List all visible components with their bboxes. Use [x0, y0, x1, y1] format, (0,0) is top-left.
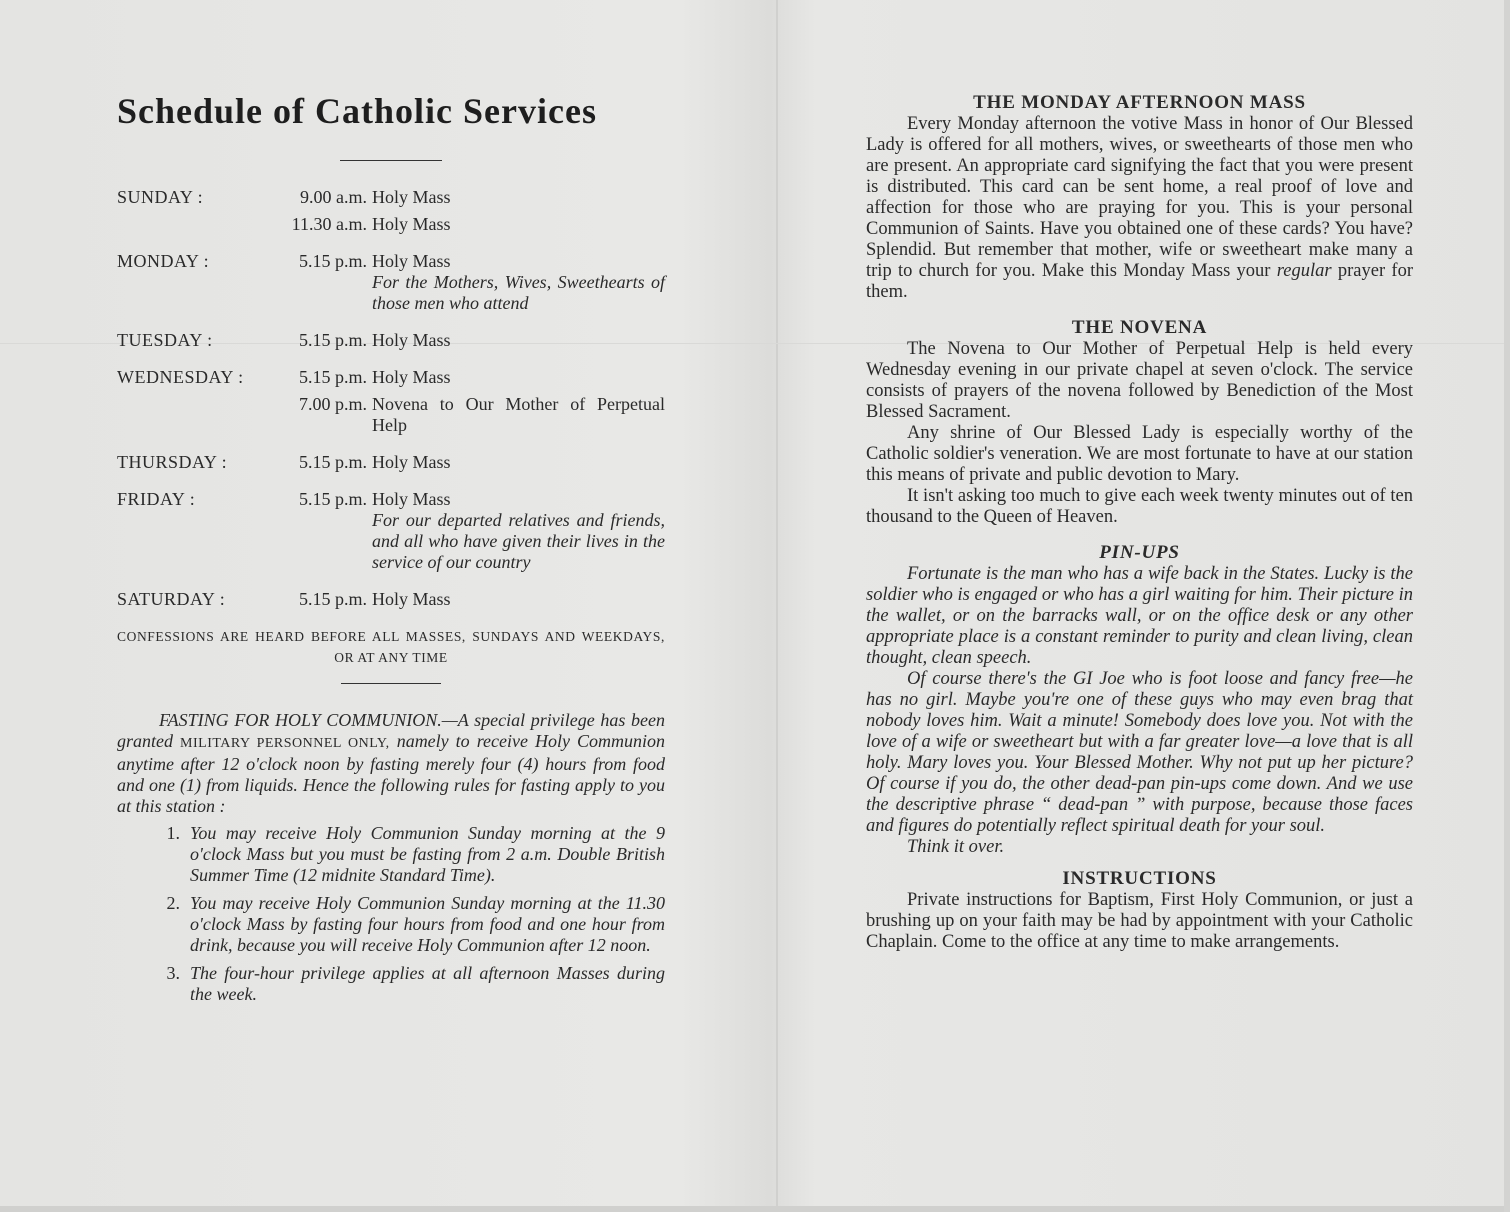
- schedule-row-monday: [117, 251, 665, 314]
- service-time: 5.15 p.m.: [298, 330, 367, 350]
- section-heading: INSTRUCTIONS: [1062, 868, 1217, 889]
- section-paragraph: Private instructions for Baptism, First Holy Communion, or just a brushing up on your faith may be had by appointment with your Catholic Chaplain. Come to the office at any time to make arrangements.: [866, 890, 1413, 952]
- right-page: [866, 92, 1413, 967]
- left-page: [117, 86, 665, 1012]
- military-personnel: MILITARY PERSONNEL ONLY,: [180, 736, 390, 751]
- section-paragraph: It isn't asking too much to give each week twenty minutes out of ten thousand to the Queen of Heaven.: [866, 486, 1413, 527]
- schedule-row-wednesday: [117, 367, 665, 436]
- bottom-edge: [0, 1206, 1510, 1212]
- service-name: Holy Mass: [372, 452, 451, 472]
- service-note: For the Mothers, Wives, Sweethearts of those men who attend: [372, 272, 665, 313]
- service-time: 9.00 a.m.: [300, 187, 367, 207]
- paragraph-text: Every Monday afternoon the votive Mass in honor of Our Blessed Lady is offered for all mothers, wives, or sweethearts of those men who are present. An appropriate card signifying the fact that you were present is distributed. This card can be sent home, a real proof of love and affection for those who are praying for you. This is your personal Communion of Saints. Have you obtained one of these cards? You have? Splendid. But remember that mother, wife or sweetheart make many a trip to church for you. Make this Monday Mass your: [866, 114, 1413, 281]
- day-label: MONDAY :: [117, 251, 210, 271]
- section-heading: THE NOVENA: [1071, 317, 1208, 338]
- schedule-row-sunday: [117, 187, 665, 235]
- schedule-row-friday: [117, 489, 665, 573]
- section-paragraph: Fortunate is the man who has a wife back in the States. Lucky is the soldier who is engaged or who has a girl waiting for him. Their picture in the wallet, or on the barracks wall, or on the office desk or any other appropriate place is a constant reminder to purity and clean living, clean thought, clean speech.: [866, 564, 1413, 668]
- service-time: 11.30 a.m.: [291, 214, 367, 234]
- day-label: FRIDAY :: [117, 489, 196, 509]
- paragraph-text-end: prayer for them.: [866, 261, 1413, 302]
- service-note: For our departed relatives and friends, and all who have given their lives in the service of our country: [372, 510, 665, 572]
- service-name: Holy Mass: [372, 489, 451, 509]
- schedule-row-tuesday: [117, 330, 665, 351]
- list-item: [117, 963, 665, 1005]
- fasting-text-1: FASTING FOR HOLY COMMUNION.—A special privilege has been granted: [117, 710, 665, 751]
- rule-text: You may receive Holy Communion Sunday morning at the 11.30 o'clock Mass by fasting four hours from food and one hour from drink, because you will receive Holy Communion after 12 noon.: [190, 893, 665, 955]
- service-name: Holy Mass: [372, 251, 451, 271]
- service-name: Holy Mass: [372, 589, 451, 609]
- confessions-notice: CONFESSIONS ARE HEARD BEFORE ALL MASSES, SUNDAYS AND WEEKDAYS, OR AT ANY TIME: [117, 629, 665, 665]
- center-fold: [776, 0, 778, 1212]
- service-name: Holy Mass: [372, 214, 451, 234]
- fasting-text-2: namely to receive Holy Communion anytime after 12 o'clock noon by fasting merely four (4) hours from food and one (1) from liquids. Hence the following rules for fasting apply to you at this station :: [117, 731, 666, 816]
- section-paragraph: [866, 114, 1413, 303]
- novena-section: [866, 317, 1413, 528]
- section-paragraph: Think it over.: [907, 837, 1005, 857]
- page-title: Schedule of Catholic Services: [117, 91, 597, 131]
- service-time: 7.00 p.m.: [298, 394, 367, 414]
- service-name: Holy Mass: [372, 187, 451, 207]
- service-name: Novena to Our Mother of Perpetual Help: [372, 394, 665, 435]
- service-time: 5.15 p.m.: [298, 367, 367, 387]
- section-divider: [341, 683, 441, 684]
- schedule-row-thursday: [117, 452, 665, 473]
- section-paragraph: The Novena to Our Mother of Perpetual Help is held every Wednesday evening in our private chapel at seven o'clock. The service consists of prayers of the novena followed by Benediction of the Most Blessed Sacrament.: [866, 339, 1413, 422]
- service-name: Holy Mass: [372, 330, 451, 350]
- service-time: 5.15 p.m.: [298, 251, 367, 271]
- instructions-section: [866, 868, 1413, 953]
- rule-number: 2.: [166, 893, 180, 913]
- fasting-paragraph: [117, 710, 665, 817]
- list-item: [117, 823, 665, 886]
- service-time: 5.15 p.m.: [298, 452, 367, 472]
- section-paragraph: Any shrine of Our Blessed Lady is especially worthy of the Catholic soldier's veneration. We are most fortunate to have at our station this means of private and public devotion to Mary.: [866, 423, 1413, 485]
- services-schedule: [117, 187, 665, 610]
- day-label: WEDNESDAY :: [117, 367, 244, 387]
- service-time: 5.15 p.m.: [298, 589, 367, 609]
- section-heading: THE MONDAY AFTERNOON MASS: [973, 92, 1306, 113]
- rule-text: The four-hour privilege applies at all afternoon Masses during the week.: [190, 963, 665, 1004]
- day-label: SATURDAY :: [117, 589, 226, 609]
- title-divider: [340, 160, 442, 161]
- fasting-rules-list: [117, 823, 665, 1005]
- rule-text: You may receive Holy Communion Sunday morning at the 9 o'clock Mass but you must be fasting from 2 a.m. Double British Summer Time (12 midnite Standard Time).: [190, 823, 665, 885]
- day-label: THURSDAY :: [117, 452, 228, 472]
- rule-number: 3.: [166, 963, 180, 983]
- day-label: TUESDAY :: [117, 330, 213, 350]
- day-label: SUNDAY :: [117, 187, 204, 207]
- section-heading: PIN-UPS: [1099, 542, 1180, 563]
- section-paragraph: Of course there's the GI Joe who is foot loose and fancy free—he has no girl. Maybe you're one of these guys who may even brag that nobody loves him. Wait a minute! Somebody does love you. Not with the love of a wife or sweetheart but with a far greater love—a love that is all holy. Mary loves you. Your Blessed Mother. Why not put up her picture? Of course if you do, the other dead-pan pin-ups come down. And we use the descriptive phrase “ dead-pan ” with purpose, because those faces and figures do potentially reflect spiritual death for your soul.: [866, 669, 1413, 836]
- service-name: Holy Mass: [372, 367, 451, 387]
- service-time: 5.15 p.m.: [298, 489, 367, 509]
- monday-mass-section: [866, 92, 1413, 303]
- right-edge: [1504, 0, 1510, 1212]
- pinups-section: [866, 542, 1413, 858]
- emphasis-text: regular: [1276, 261, 1332, 281]
- fasting-section: [117, 710, 665, 1005]
- schedule-row-saturday: [117, 589, 665, 610]
- rule-number: 1.: [166, 823, 180, 843]
- list-item: [117, 893, 665, 956]
